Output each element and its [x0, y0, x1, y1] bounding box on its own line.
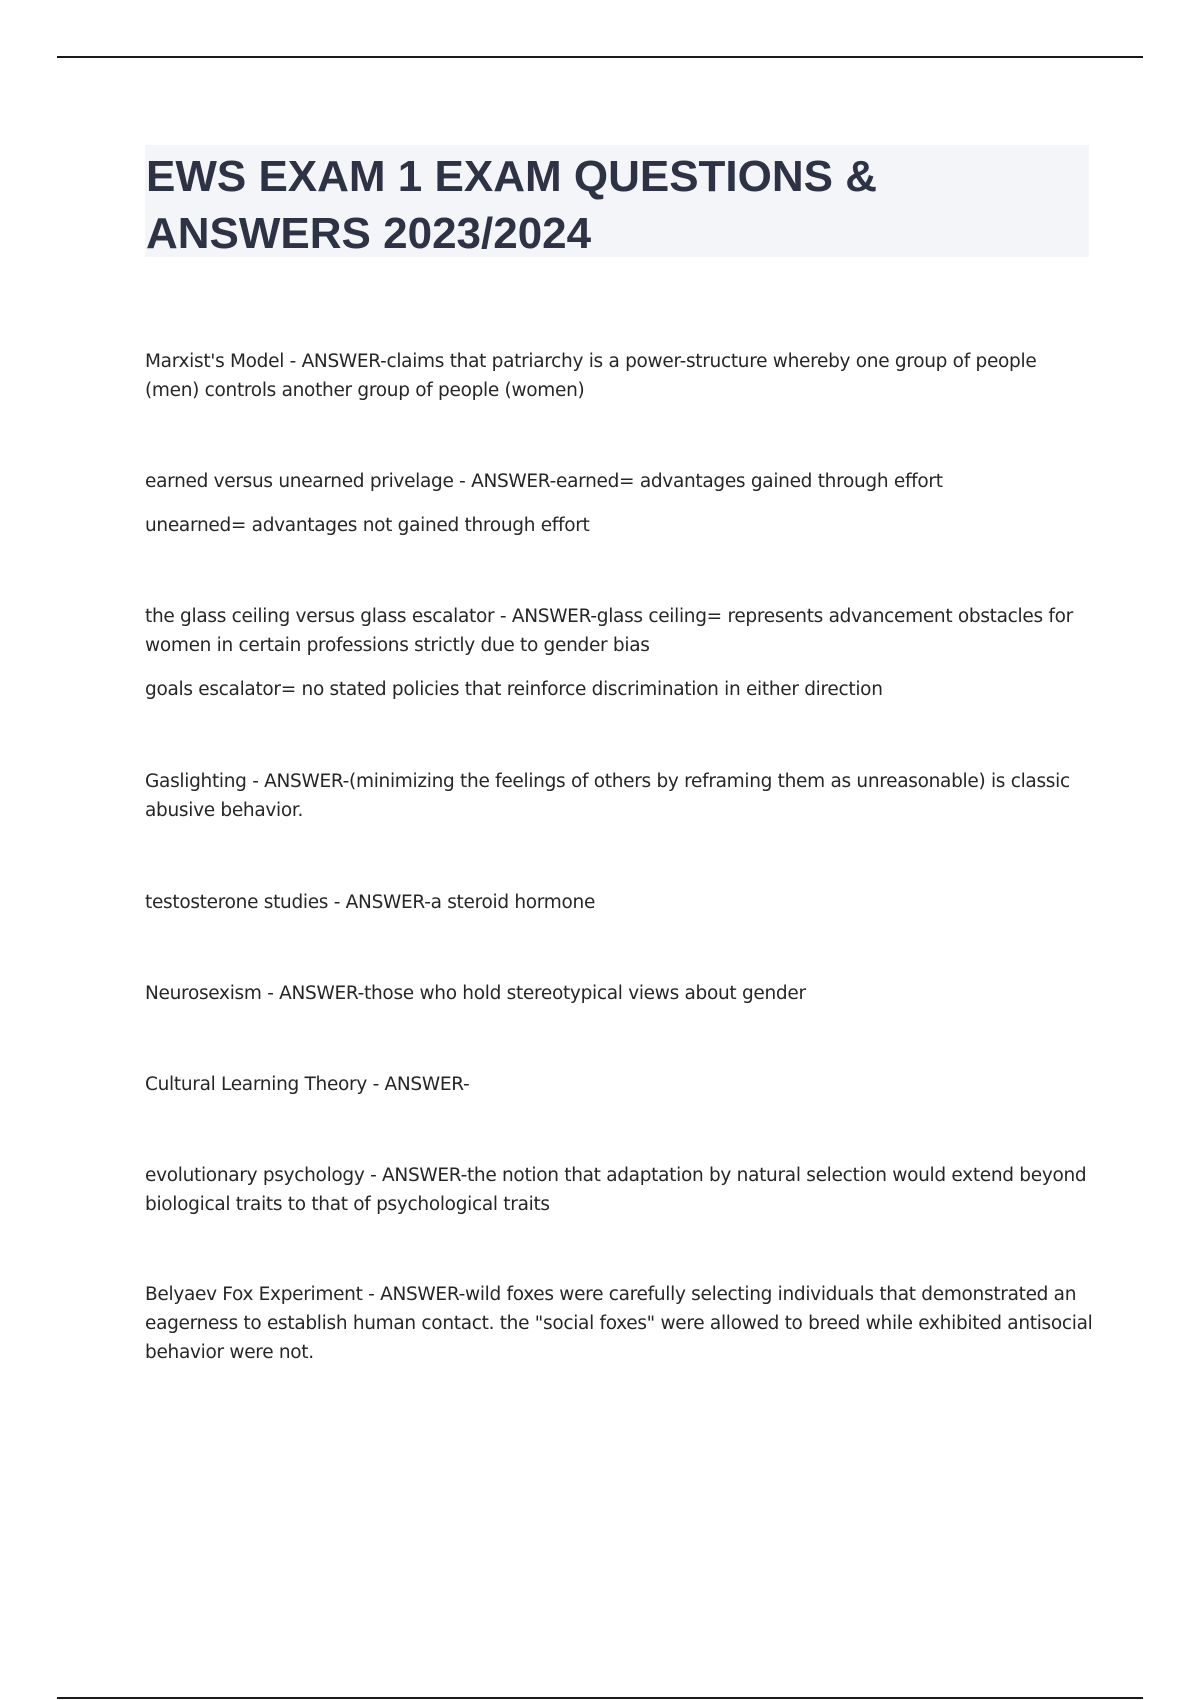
qa-line: Neurosexism - ANSWER-those who hold stereotypical views about gender — [145, 983, 806, 1004]
qa-entry-privilege — [145, 467, 1095, 540]
qa-line: goals escalator= no stated policies that reinforce discrimination in either direction — [145, 679, 883, 700]
qa-entry-neurosexism — [145, 979, 1095, 1008]
qa-line: evolutionary psychology - ANSWER-the notion that adaptation by natural selection would extend beyond biological traits to that of psychological traits — [145, 1165, 1087, 1215]
qa-line: Cultural Learning Theory - ANSWER- — [145, 1074, 470, 1095]
document-title: EWS EXAM 1 EXAM QUESTIONS & ANSWERS 2023/2024 — [146, 152, 877, 258]
qa-entry-gaslighting — [145, 767, 1095, 825]
qa-line: Marxist's Model - ANSWER-claims that patriarchy is a power-structure whereby one group of people (men) controls another group of people (women) — [145, 351, 1037, 401]
qa-line: Gaslighting - ANSWER-(minimizing the feelings of others by reframing them as unreasonable) is classic abusive behavior. — [145, 771, 1070, 821]
qa-line: Belyaev Fox Experiment - ANSWER-wild foxes were carefully selecting individuals that demonstrated an eagerness to establish human contact. the "social foxes" were allowed to breed while exhibited antisocial behavior were not. — [145, 1284, 1093, 1363]
qa-entry-marxists-model — [145, 347, 1095, 405]
qa-entry-evolutionary-psychology — [145, 1161, 1095, 1219]
qa-line: unearned= advantages not gained through effort — [145, 515, 590, 536]
qa-entry-belyaev-fox — [145, 1280, 1095, 1367]
qa-line: testosterone studies - ANSWER-a steroid hormone — [145, 892, 596, 913]
qa-entry-testosterone — [145, 888, 1095, 917]
qa-line: earned versus unearned privelage - ANSWER-earned= advantages gained through effort — [145, 471, 943, 492]
bottom-rule — [57, 1697, 1143, 1699]
qa-entry-glass-ceiling — [145, 602, 1095, 704]
qa-entry-cultural-learning — [145, 1070, 1095, 1099]
qa-line: the glass ceiling versus glass escalator - ANSWER-glass ceiling= represents advancement obstacles for women in certain professions strictly due to gender bias — [145, 606, 1073, 656]
top-rule — [57, 56, 1143, 58]
